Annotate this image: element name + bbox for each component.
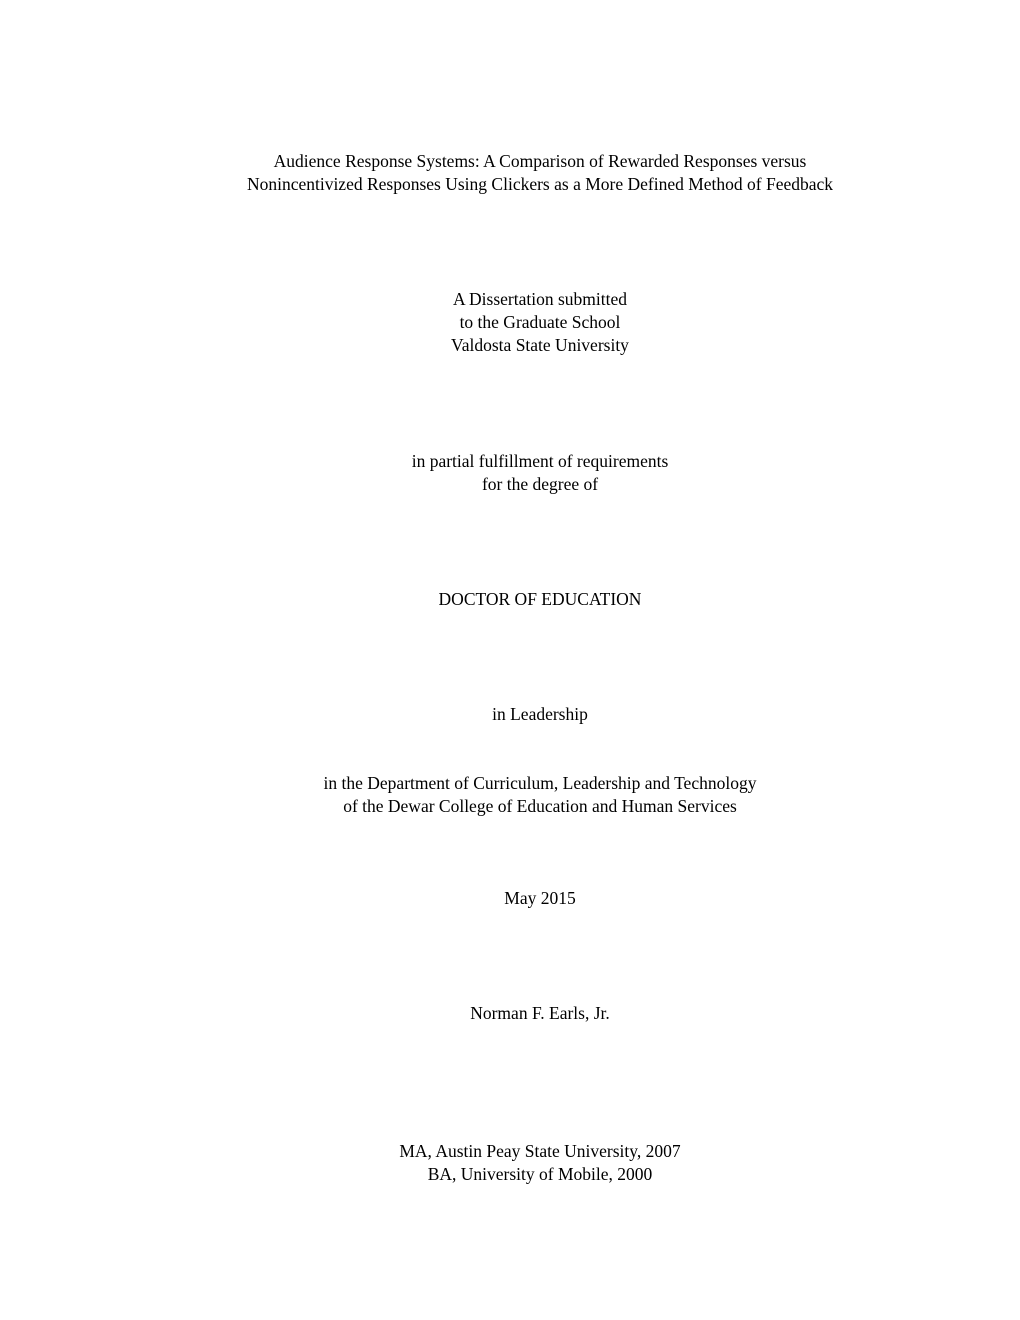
prior-degree-1: MA, Austin Peay State University, 2007 — [399, 1141, 681, 1161]
fulfillment-line-2: for the degree of — [481, 474, 599, 494]
title-line-2: Nonincentivized Responses Using Clickers as a More Defined Method of Feedback — [246, 174, 834, 194]
degree-name — [0, 588, 1020, 611]
author-text: Norman F. Earls, Jr. — [470, 1003, 610, 1023]
prior-degrees — [0, 1140, 1020, 1186]
title-line-1: Audience Response Systems: A Comparison of Rewarded Responses versus — [273, 151, 807, 171]
degree-text: DOCTOR OF EDUCATION — [438, 589, 642, 609]
department-line-2: of the Dewar College of Education and Human Services — [343, 796, 737, 816]
department-line-1: in the Department of Curriculum, Leadership and Technology — [323, 773, 757, 793]
submission-line-3: Valdosta State University — [451, 335, 629, 355]
degree-field — [0, 703, 1020, 726]
fulfillment-line-1: in partial fulfillment of requirements — [411, 451, 669, 471]
submission-line-1: A Dissertation submitted — [452, 289, 628, 309]
submission-statement — [0, 288, 1020, 357]
fulfillment-statement — [0, 450, 1020, 496]
date-text: May 2015 — [504, 888, 576, 908]
field-text: in Leadership — [492, 704, 588, 724]
prior-degree-2: BA, University of Mobile, 2000 — [427, 1164, 653, 1184]
submission-line-2: to the Graduate School — [459, 312, 621, 332]
department-statement — [0, 772, 1020, 818]
submission-date — [0, 887, 1020, 910]
dissertation-title — [0, 150, 1020, 196]
author-name — [0, 1002, 1020, 1025]
